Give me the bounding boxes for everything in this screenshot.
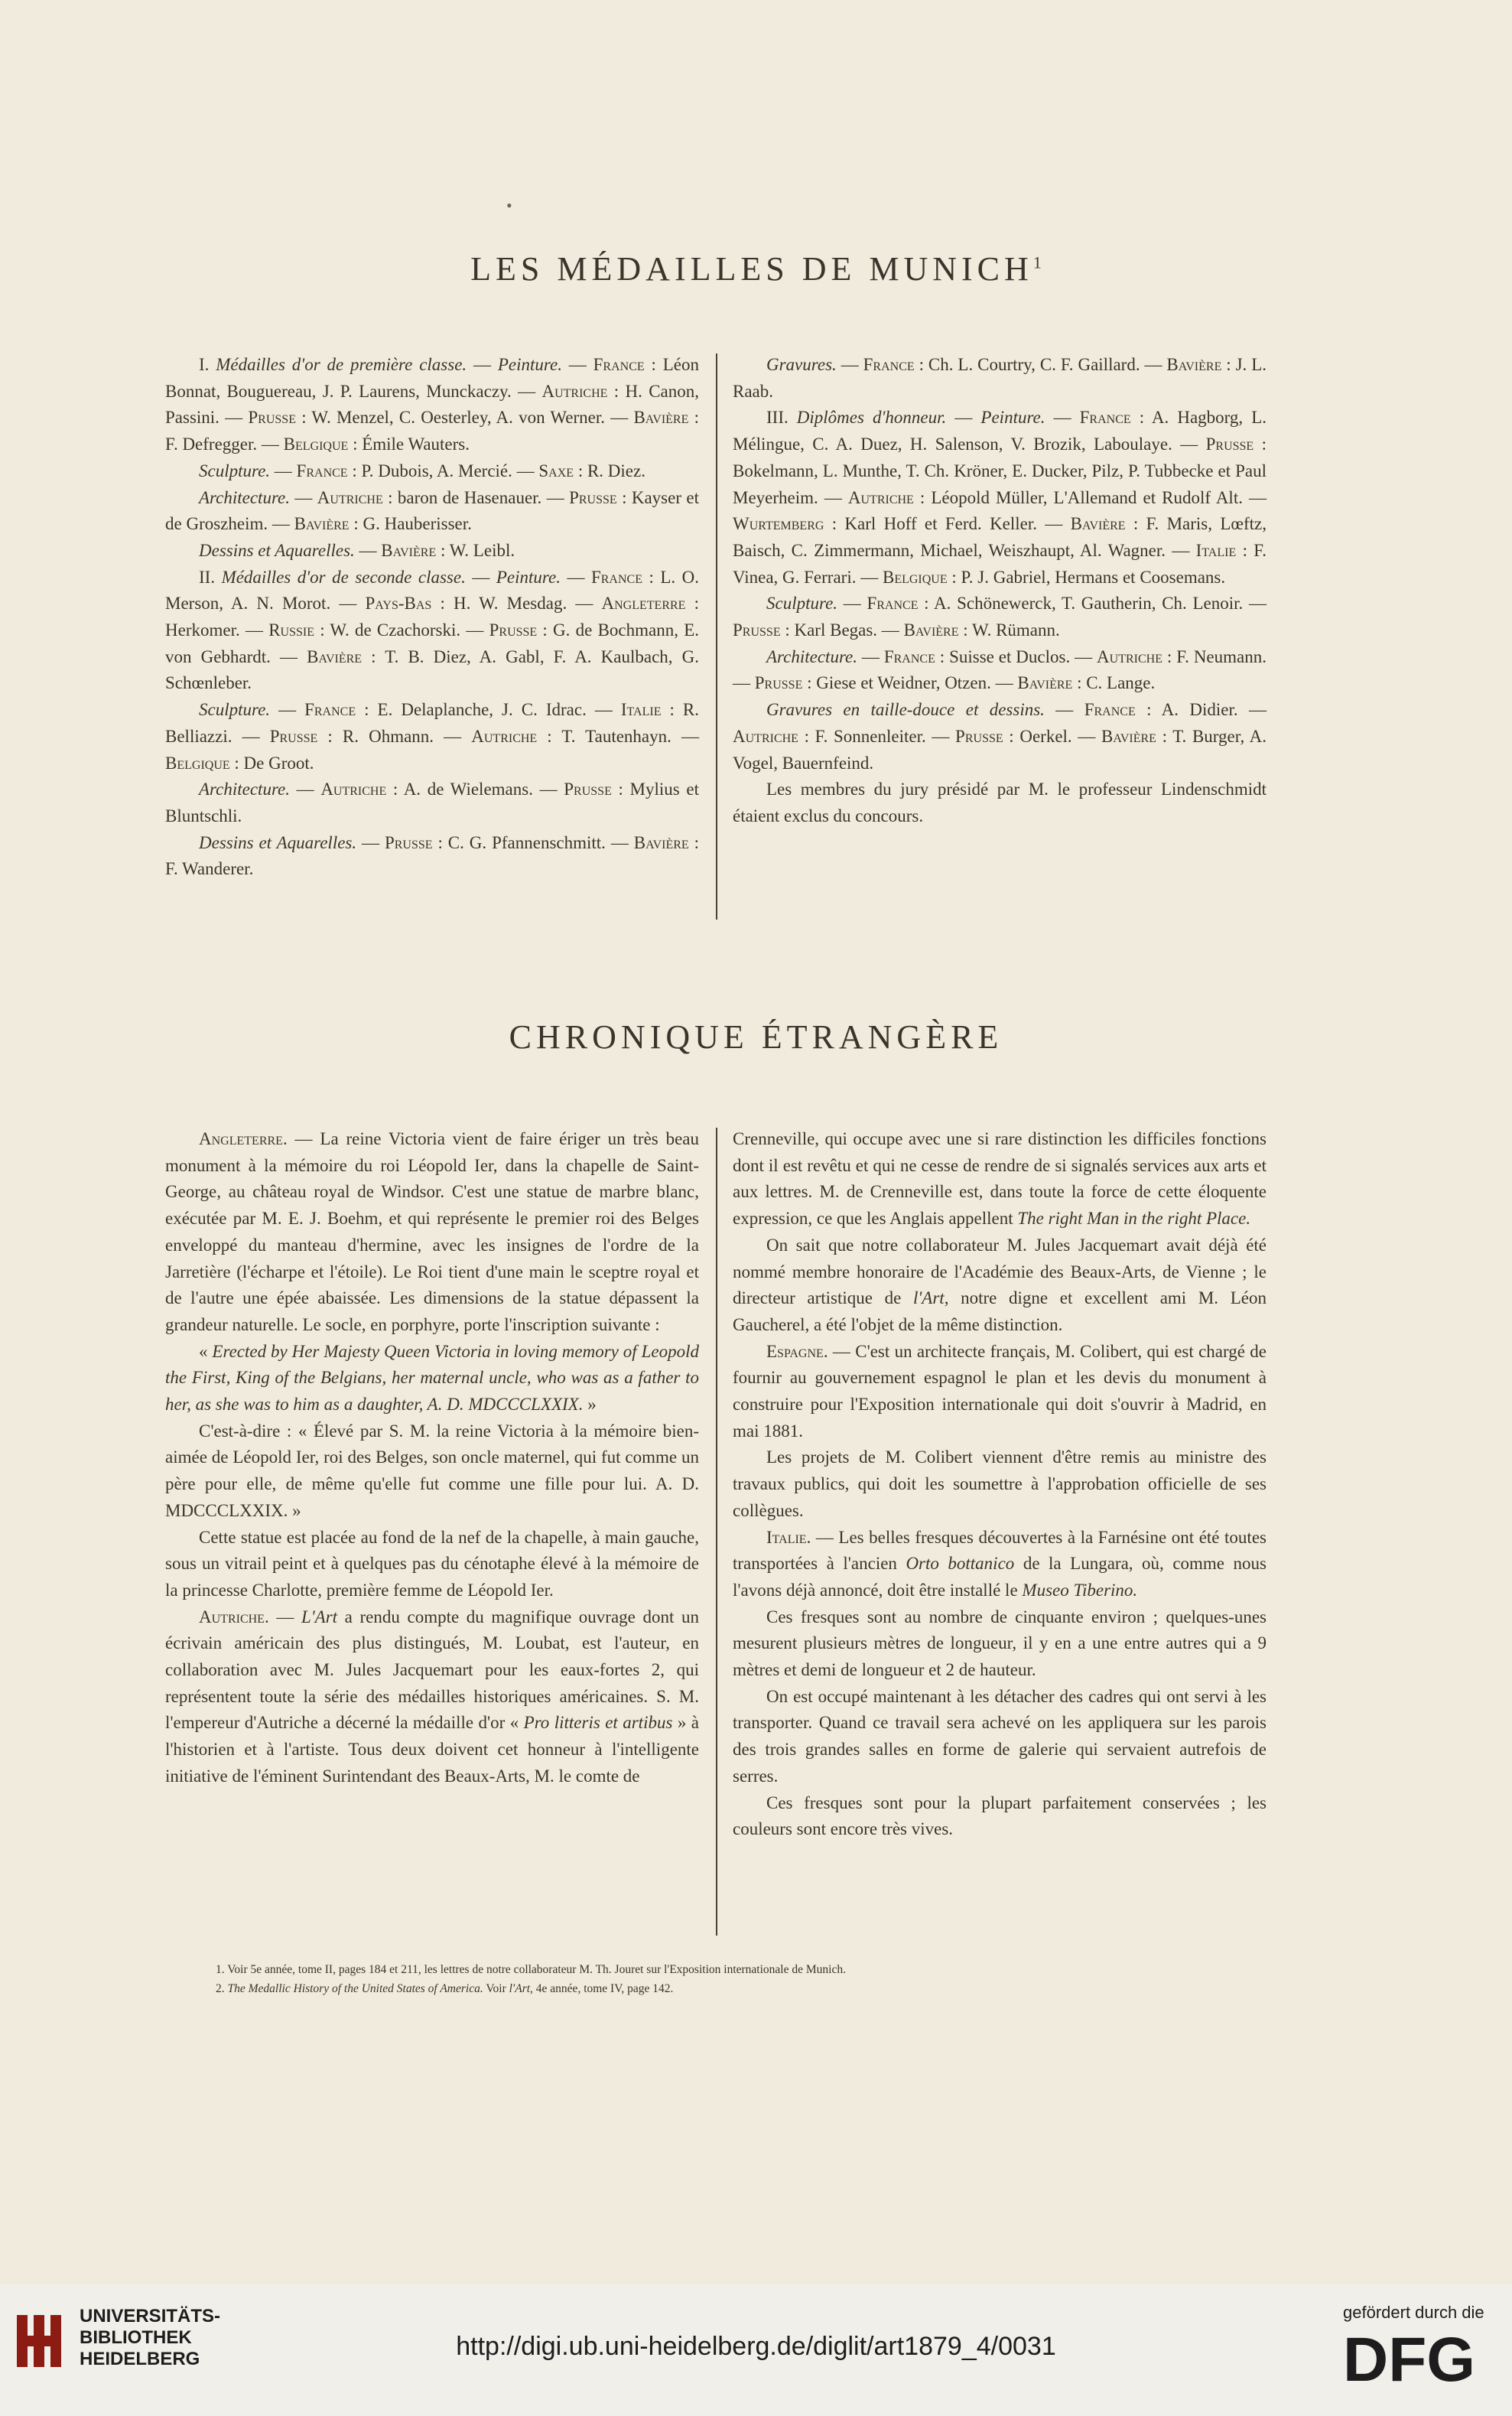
text-run: Sculpture.	[199, 461, 271, 480]
text-run: Prusse	[733, 620, 781, 640]
text-run: Autriche	[1097, 646, 1162, 666]
text-run: Italie	[1195, 540, 1237, 560]
text-run: Peinture.	[980, 408, 1045, 428]
text-run: —	[354, 540, 382, 560]
text-run: —	[837, 594, 867, 614]
text-run: Prusse	[754, 673, 803, 693]
institution-line: BIBLIOTHEK	[80, 2327, 192, 2348]
text-run: Angleterre	[601, 594, 686, 614]
paragraph	[165, 777, 699, 829]
paragraph	[165, 830, 699, 883]
chronique-right-column	[733, 1126, 1267, 1843]
text-run: Diplômes d'honneur.	[796, 408, 947, 428]
paragraph	[733, 644, 1267, 697]
text-run: Prusse	[1205, 435, 1254, 454]
text-run: Autriche	[541, 381, 608, 401]
text-run: : Léopold Müller, L'Allemand et Rudolf Alt. —	[913, 487, 1267, 507]
paragraph	[165, 697, 699, 777]
text-run: Crenneville, qui occupe avec une si rare distinction les difficiles fonctions dont il est revêtu et qui ne cesse de rendre de si signalés services aux arts et aux lettres. M. de Crenneville est, dans toute la force de cette éloquente expression, ce que les Anglais appellent	[733, 1129, 1267, 1229]
paragraph-list	[733, 352, 1267, 830]
text-run: : E. Delaplanche, J. C. Idrac. —	[356, 700, 621, 720]
text-run: Bavière	[633, 832, 689, 852]
text-run: France	[296, 461, 348, 480]
text-run: : C. G. Pfannenschmitt. —	[432, 832, 634, 852]
text-run: , 4e année, tome IV, page 142.	[530, 1982, 674, 1995]
text-run: —	[836, 355, 863, 374]
paragraph	[733, 1232, 1267, 1339]
paragraph	[733, 1339, 1267, 1445]
paragraph	[165, 1339, 699, 1418]
footnote-list	[216, 1960, 1302, 1998]
title-text: LES MÉDAILLES DE MUNICH	[470, 250, 1033, 288]
paragraph	[165, 352, 699, 458]
text-run: Voir	[483, 1982, 509, 1995]
text-run: : G. de Bochmann, E. von Gebhardt. —	[165, 620, 700, 666]
text-run: Erected by Her Majesty Queen Victoria in loving memory of Leopold the First, King of the Belgians, her maternal uncle, who was as a father to her, as she was to him as a daughter, A. D. MDCCCLXXIX.	[165, 1341, 699, 1415]
paragraph	[733, 1525, 1267, 1604]
text-run: , notre digne et excellent ami M. Léon Gaucherel, a été l'objet de la même distinction.	[733, 1288, 1267, 1334]
text-run: Wurtemberg	[733, 514, 824, 534]
text-run: : Karl Begas. —	[780, 620, 904, 640]
text-run: Espagne	[766, 1341, 824, 1361]
text-run: Médailles d'or de seconde classe.	[221, 567, 466, 587]
text-run: : G. Hauberisser.	[349, 514, 472, 534]
paragraph	[733, 352, 1267, 405]
text-run: : baron de Hasenauer. —	[382, 487, 570, 507]
text-run: : De Groot.	[229, 753, 314, 773]
text-run: —	[465, 567, 496, 587]
text-run: On sait que notre collaborateur M. Jules Jacquemart avait déjà été nommé membre honoraire de l'Académie des Beaux-Arts, de Vienne ; le directeur artistique de	[733, 1235, 1267, 1308]
text-run: Orto bottanico	[906, 1554, 1015, 1574]
text-run: Bavière	[903, 620, 959, 640]
text-run: . — La reine Victoria vient de faire ériger un très beau monument à la mémoire du roi Léopold Ier, dans la chapelle de Saint-George, au château royal de Windsor. C'est une statue de marbre blanc, exécutée par M. E. J. Boehm, et qui représente le premier roi des Belges enveloppé du manteau d'hermine, avec les insignes de l'ordre de la Jarretière (l'écharpe et l'étoile). Le Roi tient d'une main le sceptre royal et de l'autre une épée abaissée. Les dimensions de la statue dépassent la grandeur naturelle. Le socle, en porphyre, porte l'inscription suivante :	[165, 1129, 699, 1334]
text-run: Prusse	[569, 487, 617, 507]
text-run: »	[583, 1395, 597, 1415]
text-run: —	[467, 355, 498, 374]
text-run: . — Les belles fresques découvertes à la Farnésine ont été toutes transportées à l'ancien	[733, 1527, 1267, 1574]
institution-line: HEIDELBERG	[80, 2349, 200, 2369]
text-run: —	[290, 487, 317, 507]
text-run: : C. Lange.	[1072, 673, 1156, 693]
text-run: Architecture.	[766, 646, 857, 666]
paragraph	[165, 485, 699, 538]
text-run: Sculpture.	[766, 594, 838, 614]
text-run: Autriche	[320, 780, 387, 799]
text-run: : F. Sonnenleiter. —	[798, 726, 956, 746]
text-run: France	[304, 700, 356, 720]
text-run: France	[863, 355, 915, 374]
text-run: Prusse	[489, 620, 538, 640]
text-run: Prusse	[564, 780, 612, 799]
text-run: —	[270, 461, 297, 480]
medailles-left-column	[165, 352, 699, 883]
medailles-right-column	[733, 352, 1267, 830]
paragraph	[733, 1790, 1267, 1843]
text-run: Angleterre	[199, 1129, 283, 1148]
text-run: Prusse	[248, 408, 296, 428]
text-run: : W. de Czachorski. —	[314, 620, 489, 640]
text-run: Peinture.	[497, 355, 562, 374]
text-run: —	[1045, 408, 1080, 428]
text-run: Bavière	[1166, 355, 1222, 374]
text-run: Saxe	[538, 461, 574, 480]
text-run: —	[946, 408, 981, 428]
text-run: : Ch. L. Courtry, C. F. Gaillard. —	[914, 355, 1167, 374]
text-run: Prusse	[955, 726, 1003, 746]
paragraph	[733, 1684, 1267, 1790]
text-run: Médailles d'or de première classe.	[216, 355, 467, 374]
paragraph	[165, 1604, 699, 1790]
text-run: Bavière	[633, 408, 689, 428]
text-run: France	[593, 355, 645, 374]
permalink-url[interactable]: http://digi.ub.uni-heidelberg.de/diglit/art1879_4/0031	[456, 2332, 1056, 2361]
paragraph	[165, 458, 699, 485]
text-run: : T. B. Diez, A. Gabl, F. A. Kaulbach, G. Schœnleber.	[165, 646, 699, 693]
text-run: : Suisse et Duclos. —	[935, 646, 1097, 666]
text-run: Belgique	[882, 567, 948, 587]
text-run: : W. Menzel, C. Oesterley, A. von Werner. —	[295, 408, 634, 428]
ornament-dot: •	[506, 196, 512, 215]
text-run: Les projets de M. Colibert viennent d'être remis au ministre des travaux publics, qui doit les soumettre à l'approbation officielle de ses collègues.	[733, 1447, 1267, 1520]
text-run: : Émile Wauters.	[348, 435, 470, 454]
paragraph	[165, 565, 699, 698]
paragraph	[165, 1525, 699, 1604]
text-run: C'est-à-dire : « Élevé par S. M. la reine Victoria à la mémoire bien-aimée de Léopold Ier, roi des Belges, son oncle maternel, qui fut comme un père pour elle, de même qu'elle fut comme une fille pour lui. A. D. MDCCCLXXIX. »	[165, 1421, 699, 1520]
text-run: Dessins et Aquarelles.	[199, 832, 357, 852]
paragraph	[733, 1126, 1267, 1232]
text-run: l'Art	[913, 1288, 945, 1308]
text-run: : W. Leibl.	[436, 540, 515, 560]
text-run: —	[270, 700, 305, 720]
text-run: —	[560, 567, 591, 587]
text-run: Bavière	[1070, 514, 1126, 534]
funding-caption: gefördert durch die	[1343, 2303, 1484, 2322]
column-divider	[716, 1128, 717, 1936]
text-run: : A. de Wielemans. —	[386, 780, 564, 799]
text-run: Museo Tiberino.	[1022, 1580, 1138, 1600]
text-run: L'Art	[301, 1607, 338, 1626]
dfg-logo-icon	[1343, 2330, 1493, 2387]
text-run: The right Man in the right Place.	[1017, 1209, 1251, 1229]
text-run: Autriche	[847, 487, 914, 507]
text-run: : Kayser et de Groszheim. —	[165, 487, 699, 534]
text-run: Belgique	[165, 753, 230, 773]
text-run: : H. W. Mesdag. —	[431, 594, 602, 614]
text-run: Ces fresques sont pour la plupart parfaitement conservées ; les couleurs sont encore très vives.	[733, 1792, 1267, 1839]
paragraph	[733, 405, 1267, 591]
text-run: —	[857, 646, 884, 666]
paragraph	[216, 1979, 1302, 1998]
text-run: France	[883, 646, 935, 666]
paragraph	[216, 1960, 1302, 1979]
section-title-chronique: CHRONIQUE ÉTRANGÈRE	[509, 1018, 1003, 1056]
text-run: : A. Schönewerck, T. Gautherin, Ch. Lenoir. —	[918, 594, 1267, 614]
text-run: : T. Burger, A. Vogel, Bauernfeind.	[733, 726, 1267, 773]
text-run: : Léon Bonnat, Bouguereau, J. P. Laurens, Munckaczy. —	[165, 355, 699, 401]
text-run: Bavière	[1017, 673, 1073, 693]
text-run: : J. L. Raab.	[733, 355, 1267, 401]
text-run: Sculpture.	[199, 700, 271, 720]
text-run: France	[1079, 408, 1131, 428]
text-run: : F. Neumann. —	[733, 646, 1267, 693]
text-run: II.	[199, 567, 222, 587]
paragraph	[733, 1444, 1267, 1524]
text-run: Pro litteris et artibus	[523, 1713, 673, 1733]
text-run: : W. Rümann.	[958, 620, 1060, 640]
svg-text:DFG: DFG	[1343, 2330, 1476, 2387]
text-run: Ces fresques sont au nombre de cinquante environ ; quelques-unes mesurent plusieurs mètres de longueur, il y en a une entre autres qui a 9 mètres et demi de longueur et 2 de hauteur.	[733, 1607, 1267, 1680]
paragraph	[733, 591, 1267, 643]
paragraph-list	[733, 1126, 1267, 1843]
text-run: : Giese et Weidner, Otzen. —	[802, 673, 1018, 693]
text-run: Prusse	[384, 832, 433, 852]
text-run: France	[867, 594, 919, 614]
text-run: Les membres du jury présidé par M. le professeur Lindenschmidt étaient exclus du concours.	[733, 780, 1267, 825]
text-run: «	[199, 1341, 213, 1361]
footnotes	[216, 1960, 1302, 1998]
text-run: . —	[264, 1607, 301, 1626]
text-run: Peinture.	[496, 567, 561, 587]
text-run: : Mylius et Bluntschli.	[165, 780, 699, 825]
column-divider	[716, 353, 717, 920]
text-run: : P. J. Gabriel, Hermans et Coosemans.	[947, 567, 1226, 587]
institution-line: UNIVERSITÄTS-	[80, 2306, 221, 2326]
text-run: . — C'est un architecte français, M. Colibert, qui est chargé de fournir au gouvernement espagnol le plan et les devis du monument à construire pour l'Exposition internationale qui doit s'ouvrir à Madrid, en mai 1881.	[733, 1341, 1267, 1441]
text-run: —	[561, 355, 593, 374]
text-run: : R. Diez.	[574, 461, 645, 480]
text-run: l'Art	[509, 1982, 531, 1995]
text-run: Bavière	[1101, 726, 1156, 746]
text-run: » à l'historien et à l'artiste. Tous deux doivent cet honneur à l'intelligente initiative de l'éminent Surintendant des Beaux-Arts, M. le comte de	[165, 1713, 699, 1786]
text-run: Autriche	[317, 487, 383, 507]
text-run: —	[1044, 700, 1084, 720]
paragraph	[733, 777, 1267, 829]
text-run: de la Lungara, où, comme nous l'avons déjà annoncé, doit être installé le	[733, 1554, 1267, 1600]
text-run: Bavière	[381, 540, 437, 560]
text-run: Autriche	[199, 1607, 265, 1626]
text-run: Prusse	[269, 726, 318, 746]
paragraph	[165, 1418, 699, 1525]
digitization-footer	[0, 2284, 1512, 2416]
text-run: : Oerkel. —	[1003, 726, 1101, 746]
text-run: —	[356, 832, 385, 852]
text-run: : T. Tautenhayn. —	[537, 726, 699, 746]
text-run: Italie	[620, 700, 662, 720]
text-run: : F. Wanderer.	[165, 832, 699, 879]
text-run: : H. Canon, Passini. —	[165, 381, 699, 428]
text-run: : F. Maris, Lœftz, Baisch, C. Zimmermann, Michael, Weiszhaupt, Al. Wagner. —	[733, 514, 1267, 560]
text-run: a rendu compte du magnifique ouvrage dont un écrivain américain des plus distingués, M. Loubat, est l'auteur, en collaboration avec M. Jules Jacquemart pour les eaux-fortes 2, qui représentent toute la série des médailles historiques américaines. S. M. l'empereur d'Autriche a décerné la médaille d'or «	[165, 1607, 699, 1733]
chronique-left-column	[165, 1126, 699, 1790]
title-footnote-mark: 1	[1032, 252, 1042, 272]
text-run: Russie	[268, 620, 314, 640]
text-run: : L. O. Merson, A. N. Morot. —	[165, 567, 700, 614]
text-run: Italie	[766, 1527, 807, 1547]
text-run: 2.	[216, 1982, 228, 1995]
text-run: Autriche	[471, 726, 538, 746]
text-run: Architecture.	[199, 487, 290, 507]
paragraph	[733, 1604, 1267, 1684]
text-run: : A. Hagborg, L. Mélingue, C. A. Duez, H. Salenson, V. Brozik, Laboulaye. —	[733, 408, 1267, 454]
text-run: Gravures.	[766, 355, 837, 374]
text-run: The Medallic History of the United States of America.	[227, 1982, 483, 1995]
text-run: Pays-Bas	[365, 594, 432, 614]
text-run: Dessins et Aquarelles.	[199, 540, 355, 560]
paragraph-list	[165, 352, 699, 883]
text-run: Architecture.	[199, 780, 290, 799]
paragraph-list	[165, 1126, 699, 1790]
text-run: : P. Dubois, A. Mercié. —	[347, 461, 539, 480]
text-run: Gravures en taille-douce et dessins.	[766, 700, 1045, 720]
text-run: France	[590, 567, 642, 587]
text-run: France	[1084, 700, 1136, 720]
text-run: On est occupé maintenant à les détacher des cadres qui ont servi à les transporter. Quand ce travail sera achevé on les appliquera sur les parois des trois grandes salles en forme de galerie qui servaient autrefois de serres.	[733, 1686, 1267, 1786]
paragraph	[733, 697, 1267, 777]
text-run: : A. Didier. —	[1135, 700, 1267, 720]
text-run: : F. Vinea, G. Ferrari. —	[733, 540, 1267, 587]
text-run: I.	[199, 355, 216, 374]
text-run: Bavière	[294, 514, 350, 534]
paragraph	[165, 538, 699, 565]
text-run: : Karl Hoff et Ferd. Keller. —	[824, 514, 1071, 534]
text-run: : Herkomer. —	[165, 594, 700, 640]
text-run: Autriche	[733, 726, 798, 746]
text-run: : Bokelmann, L. Munthe, T. Ch. Kröner, E. Ducker, Pilz, P. Tubbecke et Paul Meyerheim. —	[733, 435, 1267, 507]
text-run: Belgique	[283, 435, 349, 454]
text-run: —	[290, 780, 321, 799]
text-run: : F. Defregger. —	[165, 408, 699, 454]
text-run: 1. Voir 5e année, tome II, pages 184 et 211, les lettres de notre collaborateur M. Th. Jouret sur l'Exposition internationale de Munich.	[216, 1963, 846, 1976]
text-run: III.	[766, 408, 797, 428]
text-run: Bavière	[307, 646, 363, 666]
section-title-medailles	[0, 249, 1512, 288]
paragraph	[165, 1126, 699, 1339]
text-run: : R. Ohmann. —	[317, 726, 472, 746]
text-run: Cette statue est placée au fond de la nef de la chapelle, à main gauche, sous un vitrail peint et à quelques pas du cénotaphe élevé à la mémoire de la princesse Charlotte, première femme de Léopold Ier.	[165, 1527, 699, 1600]
text-run: : R. Belliazzi. —	[165, 700, 699, 746]
